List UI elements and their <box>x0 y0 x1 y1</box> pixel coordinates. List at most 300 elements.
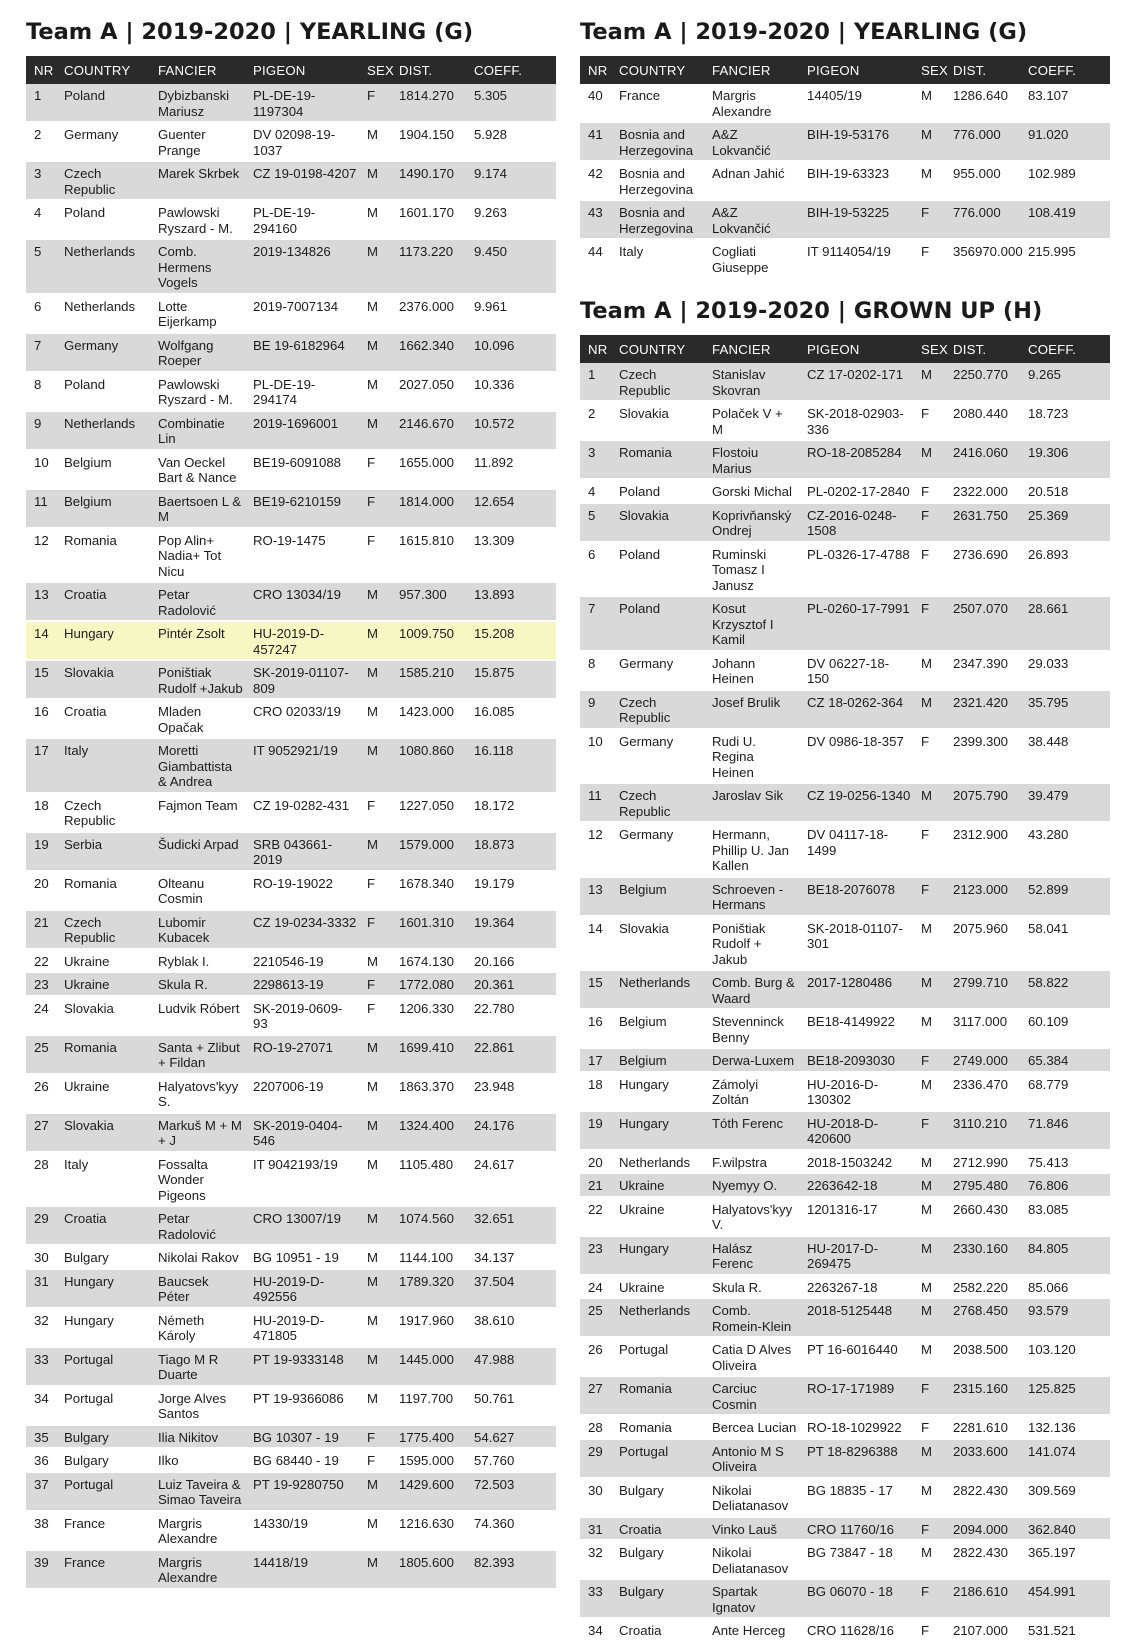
table-row <box>26 1245 556 1269</box>
cell-coeff: 47.988 <box>466 1347 556 1386</box>
cell-fancier: Baucsek Péter <box>150 1269 245 1308</box>
cell-coeff: 454.991 <box>1020 1579 1110 1618</box>
cell-coeff: 18.873 <box>466 832 556 871</box>
cell-dist: 1286.640 <box>945 84 1020 122</box>
cell-nr: 34 <box>580 1618 611 1642</box>
cell-coeff: 84.805 <box>1020 1236 1110 1275</box>
cell-dist: 3110.210 <box>945 1111 1020 1150</box>
table-row <box>26 450 556 489</box>
cell-country: Hungary <box>611 1111 704 1150</box>
cell-dist: 2822.430 <box>945 1478 1020 1517</box>
table-row <box>26 910 556 949</box>
cell-coeff: 60.109 <box>1020 1009 1110 1048</box>
cell-sex: M <box>913 1439 945 1478</box>
cell-coeff: 11.892 <box>466 450 556 489</box>
cell-nr: 22 <box>26 949 56 973</box>
cell-dist: 1814.000 <box>391 489 466 528</box>
column-header-country: COUNTRY <box>611 335 704 363</box>
cell-country: Netherlands <box>56 411 150 450</box>
cell-coeff: 74.360 <box>466 1511 556 1550</box>
cell-fancier: Nyemyy O. <box>704 1173 799 1197</box>
cell-country: Ukraine <box>611 1275 704 1299</box>
column-header-pigeon: PIGEON <box>245 56 359 84</box>
cell-fancier: Lubomir Kubacek <box>150 910 245 949</box>
table-row <box>26 1308 556 1347</box>
cell-sex: M <box>913 916 945 971</box>
cell-fancier: Spartak Ignatov <box>704 1579 799 1618</box>
cell-nr: 3 <box>580 440 611 479</box>
cell-fancier: Ruminski Tomasz I Janusz <box>704 542 799 597</box>
cell-sex: M <box>913 690 945 729</box>
cell-nr: 31 <box>26 1269 56 1308</box>
cell-nr: 19 <box>580 1111 611 1150</box>
cell-nr: 14 <box>26 621 56 660</box>
cell-fancier: Johann Heinen <box>704 651 799 690</box>
cell-nr: 7 <box>580 596 611 651</box>
cell-pigeon: CZ 17-0202-171 <box>799 363 913 401</box>
column-header-dist: DIST. <box>945 56 1020 84</box>
table-row <box>26 1425 556 1449</box>
cell-dist: 1601.170 <box>391 200 466 239</box>
cell-dist: 2321.420 <box>945 690 1020 729</box>
table-row <box>26 1152 556 1207</box>
column-header-pigeon: PIGEON <box>799 56 913 84</box>
cell-nr: 22 <box>580 1197 611 1236</box>
cell-pigeon: CRO 13007/19 <box>245 1206 359 1245</box>
cell-dist: 2146.670 <box>391 411 466 450</box>
cell-sex: M <box>359 699 391 738</box>
cell-dist: 1789.320 <box>391 1269 466 1308</box>
cell-country: Slovakia <box>611 503 704 542</box>
cell-coeff: 19.179 <box>466 871 556 910</box>
table-row <box>26 333 556 372</box>
cell-country: Ukraine <box>56 1074 150 1113</box>
cell-country: Poland <box>56 372 150 411</box>
cell-fancier: Combinatie Lin <box>150 411 245 450</box>
table-row <box>580 1517 1110 1541</box>
cell-country: Belgium <box>56 450 150 489</box>
cell-fancier: Tiago M R Duarte <box>150 1347 245 1386</box>
cell-country: Portugal <box>56 1386 150 1425</box>
cell-sex: M <box>359 1269 391 1308</box>
cell-fancier: Marek Skrbek <box>150 161 245 200</box>
cell-coeff: 16.085 <box>466 699 556 738</box>
cell-pigeon: CZ 19-0256-1340 <box>799 783 913 822</box>
cell-nr: 7 <box>26 333 56 372</box>
cell-country: Poland <box>56 200 150 239</box>
cell-nr: 14 <box>580 916 611 971</box>
cell-country: Bulgary <box>56 1245 150 1269</box>
cell-dist: 776.000 <box>945 200 1020 239</box>
column-header-fancier: FANCIER <box>150 56 245 84</box>
cell-nr: 26 <box>26 1074 56 1113</box>
cell-sex: M <box>359 333 391 372</box>
cell-sex: F <box>913 200 945 239</box>
cell-sex: F <box>913 1517 945 1541</box>
cell-dist: 1490.170 <box>391 161 466 200</box>
table-row <box>26 1511 556 1550</box>
cell-pigeon: PL-0260-17-7991 <box>799 596 913 651</box>
cell-pigeon: CRO 02033/19 <box>245 699 359 738</box>
table-row <box>580 1275 1110 1299</box>
table-row <box>26 1448 556 1472</box>
cell-coeff: 76.806 <box>1020 1173 1110 1197</box>
cell-sex: M <box>913 1275 945 1299</box>
cell-nr: 39 <box>26 1550 56 1589</box>
cell-sex: M <box>359 1511 391 1550</box>
cell-dist: 1074.560 <box>391 1206 466 1245</box>
cell-dist: 1601.310 <box>391 910 466 949</box>
table-row <box>26 200 556 239</box>
cell-sex: F <box>359 793 391 832</box>
cell-coeff: 85.066 <box>1020 1275 1110 1299</box>
cell-coeff: 9.174 <box>466 161 556 200</box>
column-header-fancier: FANCIER <box>704 56 799 84</box>
cell-fancier: Comb. Hermens Vogels <box>150 239 245 294</box>
cell-pigeon: 2207006-19 <box>245 1074 359 1113</box>
cell-fancier: Dybizbanski Mariusz <box>150 84 245 122</box>
cell-fancier: Hermann, Phillip U. Jan Kallen <box>704 822 799 877</box>
cell-pigeon: BG 73847 - 18 <box>799 1540 913 1579</box>
cell-nr: 4 <box>26 200 56 239</box>
cell-coeff: 22.861 <box>466 1035 556 1074</box>
table-row <box>580 729 1110 784</box>
cell-fancier: Stanislav Skovran <box>704 363 799 401</box>
cell-dist: 1904.150 <box>391 122 466 161</box>
cell-country: Germany <box>611 651 704 690</box>
cell-nr: 24 <box>26 996 56 1035</box>
cell-coeff: 18.172 <box>466 793 556 832</box>
cell-dist: 2330.160 <box>945 1236 1020 1275</box>
cell-country: Poland <box>56 84 150 122</box>
cell-coeff: 52.899 <box>1020 877 1110 916</box>
cell-fancier: Kosut Krzysztof I Kamil <box>704 596 799 651</box>
cell-nr: 31 <box>580 1517 611 1541</box>
cell-coeff: 141.074 <box>1020 1439 1110 1478</box>
cell-fancier: Margris Alexandre <box>704 84 799 122</box>
table-row <box>580 970 1110 1009</box>
cell-sex: M <box>359 1113 391 1152</box>
table-row <box>580 1618 1110 1642</box>
cell-fancier: Pawlowski Ryszard - M. <box>150 372 245 411</box>
cell-nr: 3 <box>26 161 56 200</box>
cell-coeff: 32.651 <box>466 1206 556 1245</box>
cell-dist: 2660.430 <box>945 1197 1020 1236</box>
cell-fancier: Moretti Giambattista & Andrea <box>150 738 245 793</box>
cell-sex: M <box>913 1173 945 1197</box>
cell-sex: F <box>359 996 391 1035</box>
cell-pigeon: CRO 13034/19 <box>245 582 359 621</box>
cell-pigeon: BE18-4149922 <box>799 1009 913 1048</box>
cell-fancier: Ilia Nikitov <box>150 1425 245 1449</box>
cell-country: Serbia <box>56 832 150 871</box>
cell-country: Ukraine <box>611 1197 704 1236</box>
cell-fancier: Vinko Lauš <box>704 1517 799 1541</box>
table-row <box>580 1111 1110 1150</box>
cell-fancier: Guenter Prange <box>150 122 245 161</box>
table-row <box>26 528 556 583</box>
cell-country: Czech Republic <box>611 783 704 822</box>
cell-sex: F <box>359 528 391 583</box>
cell-dist: 955.000 <box>945 161 1020 200</box>
cell-nr: 9 <box>580 690 611 729</box>
cell-coeff: 10.096 <box>466 333 556 372</box>
table-row <box>26 239 556 294</box>
cell-sex: M <box>359 411 391 450</box>
cell-sex: F <box>913 729 945 784</box>
right-column <box>580 14 1110 1643</box>
cell-sex: M <box>359 122 391 161</box>
cell-dist: 2107.000 <box>945 1618 1020 1642</box>
cell-country: Germany <box>611 729 704 784</box>
cell-nr: 5 <box>580 503 611 542</box>
cell-coeff: 34.137 <box>466 1245 556 1269</box>
cell-sex: M <box>359 832 391 871</box>
cell-dist: 2749.000 <box>945 1048 1020 1072</box>
table-row <box>580 690 1110 729</box>
cell-nr: 17 <box>26 738 56 793</box>
cell-nr: 23 <box>26 972 56 996</box>
cell-country: Hungary <box>56 1269 150 1308</box>
cell-nr: 4 <box>580 479 611 503</box>
cell-dist: 356970.000 <box>945 239 1020 278</box>
cell-sex: M <box>359 621 391 660</box>
cell-dist: 1772.080 <box>391 972 466 996</box>
cell-fancier: Markuš M + M + J <box>150 1113 245 1152</box>
cell-country: Croatia <box>56 1206 150 1245</box>
table-row <box>580 596 1110 651</box>
cell-coeff: 215.995 <box>1020 239 1110 278</box>
cell-sex: F <box>913 596 945 651</box>
table-row <box>580 783 1110 822</box>
cell-dist: 1805.600 <box>391 1550 466 1589</box>
cell-dist: 1206.330 <box>391 996 466 1035</box>
cell-country: Bosnia and Herzegovina <box>611 200 704 239</box>
cell-pigeon: BIH-19-63323 <box>799 161 913 200</box>
cell-coeff: 108.419 <box>1020 200 1110 239</box>
cell-country: Germany <box>56 333 150 372</box>
cell-fancier: Rudi U. Regina Heinen <box>704 729 799 784</box>
cell-sex: M <box>913 161 945 200</box>
cell-dist: 1105.480 <box>391 1152 466 1207</box>
cell-pigeon: BG 68440 - 19 <box>245 1448 359 1472</box>
cell-fancier: Petar Radolović <box>150 582 245 621</box>
cell-coeff: 24.176 <box>466 1113 556 1152</box>
cell-fancier: Polaček V + M <box>704 401 799 440</box>
cell-pigeon: BG 06070 - 18 <box>799 1579 913 1618</box>
cell-coeff: 71.846 <box>1020 1111 1110 1150</box>
cell-pigeon: BIH-19-53176 <box>799 122 913 161</box>
cell-sex: M <box>913 84 945 122</box>
cell-dist: 2075.790 <box>945 783 1020 822</box>
cell-fancier: Bercea Lucian <box>704 1415 799 1439</box>
cell-country: Italy <box>611 239 704 278</box>
cell-sex: M <box>359 294 391 333</box>
cell-country: Italy <box>56 738 150 793</box>
cell-pigeon: 2263642-18 <box>799 1173 913 1197</box>
table-row <box>580 916 1110 971</box>
cell-nr: 1 <box>580 363 611 401</box>
cell-coeff: 19.364 <box>466 910 556 949</box>
cell-fancier: Ludvik Róbert <box>150 996 245 1035</box>
cell-sex: F <box>359 489 391 528</box>
cell-coeff: 365.197 <box>1020 1540 1110 1579</box>
cell-fancier: Nikolai Rakov <box>150 1245 245 1269</box>
cell-country: Romania <box>611 1415 704 1439</box>
cell-sex: F <box>359 84 391 122</box>
cell-nr: 9 <box>26 411 56 450</box>
cell-pigeon: SK-2019-01107-809 <box>245 660 359 699</box>
table-row <box>580 877 1110 916</box>
cell-coeff: 15.875 <box>466 660 556 699</box>
column-header-sex: SEX <box>913 335 945 363</box>
cell-coeff: 91.020 <box>1020 122 1110 161</box>
cell-dist: 2080.440 <box>945 401 1020 440</box>
cell-pigeon: BE19-6210159 <box>245 489 359 528</box>
cell-sex: M <box>359 1386 391 1425</box>
cell-country: Czech Republic <box>56 793 150 832</box>
cell-coeff: 58.822 <box>1020 970 1110 1009</box>
cell-country: Netherlands <box>56 294 150 333</box>
cell-dist: 1173.220 <box>391 239 466 294</box>
table-row <box>580 542 1110 597</box>
cell-sex: M <box>913 122 945 161</box>
cell-sex: M <box>359 161 391 200</box>
cell-country: France <box>611 84 704 122</box>
cell-dist: 1678.340 <box>391 871 466 910</box>
cell-pigeon: SRB 043661-2019 <box>245 832 359 871</box>
cell-nr: 28 <box>26 1152 56 1207</box>
cell-sex: M <box>359 660 391 699</box>
cell-coeff: 26.893 <box>1020 542 1110 597</box>
cell-sex: M <box>913 1298 945 1337</box>
cell-country: Croatia <box>611 1517 704 1541</box>
cell-country: Portugal <box>56 1347 150 1386</box>
cell-nr: 16 <box>580 1009 611 1048</box>
cell-country: Hungary <box>56 1308 150 1347</box>
table-row <box>26 122 556 161</box>
yearling-table-continued <box>580 56 1110 279</box>
cell-dist: 1080.860 <box>391 738 466 793</box>
cell-pigeon: 2018-1503242 <box>799 1150 913 1174</box>
cell-sex: F <box>913 1376 945 1415</box>
cell-coeff: 9.265 <box>1020 363 1110 401</box>
cell-coeff: 18.723 <box>1020 401 1110 440</box>
cell-nr: 29 <box>580 1439 611 1478</box>
cell-fancier: Schroeven - Hermans <box>704 877 799 916</box>
cell-nr: 30 <box>26 1245 56 1269</box>
cell-pigeon: 2263267-18 <box>799 1275 913 1299</box>
cell-country: Portugal <box>611 1337 704 1376</box>
cell-country: Germany <box>611 822 704 877</box>
cell-pigeon: BG 10307 - 19 <box>245 1425 359 1449</box>
cell-coeff: 54.627 <box>466 1425 556 1449</box>
cell-coeff: 22.780 <box>466 996 556 1035</box>
cell-pigeon: 14330/19 <box>245 1511 359 1550</box>
cell-pigeon: CRO 11628/16 <box>799 1618 913 1642</box>
cell-fancier: Fossalta Wonder Pigeons <box>150 1152 245 1207</box>
cell-nr: 42 <box>580 161 611 200</box>
table-row <box>26 738 556 793</box>
cell-pigeon: BE19-6091088 <box>245 450 359 489</box>
cell-country: Bulgary <box>56 1425 150 1449</box>
table-row <box>580 1236 1110 1275</box>
cell-nr: 19 <box>26 832 56 871</box>
cell-fancier: Josef Brulik <box>704 690 799 729</box>
column-header-dist: DIST. <box>945 335 1020 363</box>
cell-coeff: 19.306 <box>1020 440 1110 479</box>
cell-sex: M <box>913 1337 945 1376</box>
cell-fancier: Ilko <box>150 1448 245 1472</box>
cell-dist: 2123.000 <box>945 877 1020 916</box>
cell-dist: 1775.400 <box>391 1425 466 1449</box>
cell-fancier: Jorge Alves Santos <box>150 1386 245 1425</box>
grown-up-table <box>580 335 1110 1643</box>
cell-pigeon: HU-2019-D-457247 <box>245 621 359 660</box>
cell-dist: 2712.990 <box>945 1150 1020 1174</box>
cell-dist: 2033.600 <box>945 1439 1020 1478</box>
cell-country: Netherlands <box>56 239 150 294</box>
cell-dist: 776.000 <box>945 122 1020 161</box>
cell-nr: 20 <box>580 1150 611 1174</box>
cell-nr: 10 <box>580 729 611 784</box>
cell-dist: 2027.050 <box>391 372 466 411</box>
cell-sex: F <box>913 479 945 503</box>
cell-pigeon: HU-2019-D-492556 <box>245 1269 359 1308</box>
cell-nr: 27 <box>26 1113 56 1152</box>
cell-fancier: Ryblak I. <box>150 949 245 973</box>
cell-sex: F <box>913 1579 945 1618</box>
cell-dist: 1429.600 <box>391 1472 466 1511</box>
cell-fancier: Németh Károly <box>150 1308 245 1347</box>
cell-pigeon: DV 06227-18-150 <box>799 651 913 690</box>
cell-pigeon: IT 9114054/19 <box>799 239 913 278</box>
cell-fancier: Stevenninck Benny <box>704 1009 799 1048</box>
cell-nr: 43 <box>580 200 611 239</box>
cell-pigeon: PT 19-9280750 <box>245 1472 359 1511</box>
cell-fancier: Fajmon Team <box>150 793 245 832</box>
cell-pigeon: DV 04117-18-1499 <box>799 822 913 877</box>
cell-fancier: F.wilpstra <box>704 1150 799 1174</box>
table-header-row <box>26 56 556 84</box>
cell-dist: 1227.050 <box>391 793 466 832</box>
cell-nr: 28 <box>580 1415 611 1439</box>
cell-sex: M <box>913 970 945 1009</box>
cell-pigeon: IT 9052921/19 <box>245 738 359 793</box>
table-row <box>26 294 556 333</box>
cell-pigeon: PT 16-6016440 <box>799 1337 913 1376</box>
cell-country: Portugal <box>56 1472 150 1511</box>
cell-coeff: 5.928 <box>466 122 556 161</box>
cell-pigeon: PL-DE-19-294174 <box>245 372 359 411</box>
cell-dist: 2312.900 <box>945 822 1020 877</box>
cell-country: Hungary <box>611 1236 704 1275</box>
column-header-nr: NR <box>580 335 611 363</box>
cell-coeff: 65.384 <box>1020 1048 1110 1072</box>
cell-sex: M <box>359 738 391 793</box>
cell-sex: M <box>913 1150 945 1174</box>
cell-dist: 957.300 <box>391 582 466 621</box>
cell-sex: M <box>359 1347 391 1386</box>
cell-coeff: 5.305 <box>466 84 556 122</box>
table-row <box>26 871 556 910</box>
cell-coeff: 58.041 <box>1020 916 1110 971</box>
cell-nr: 12 <box>26 528 56 583</box>
cell-pigeon: PT 19-9333148 <box>245 1347 359 1386</box>
cell-sex: F <box>359 1425 391 1449</box>
cell-pigeon: SK-2019-0404-546 <box>245 1113 359 1152</box>
cell-nr: 6 <box>580 542 611 597</box>
